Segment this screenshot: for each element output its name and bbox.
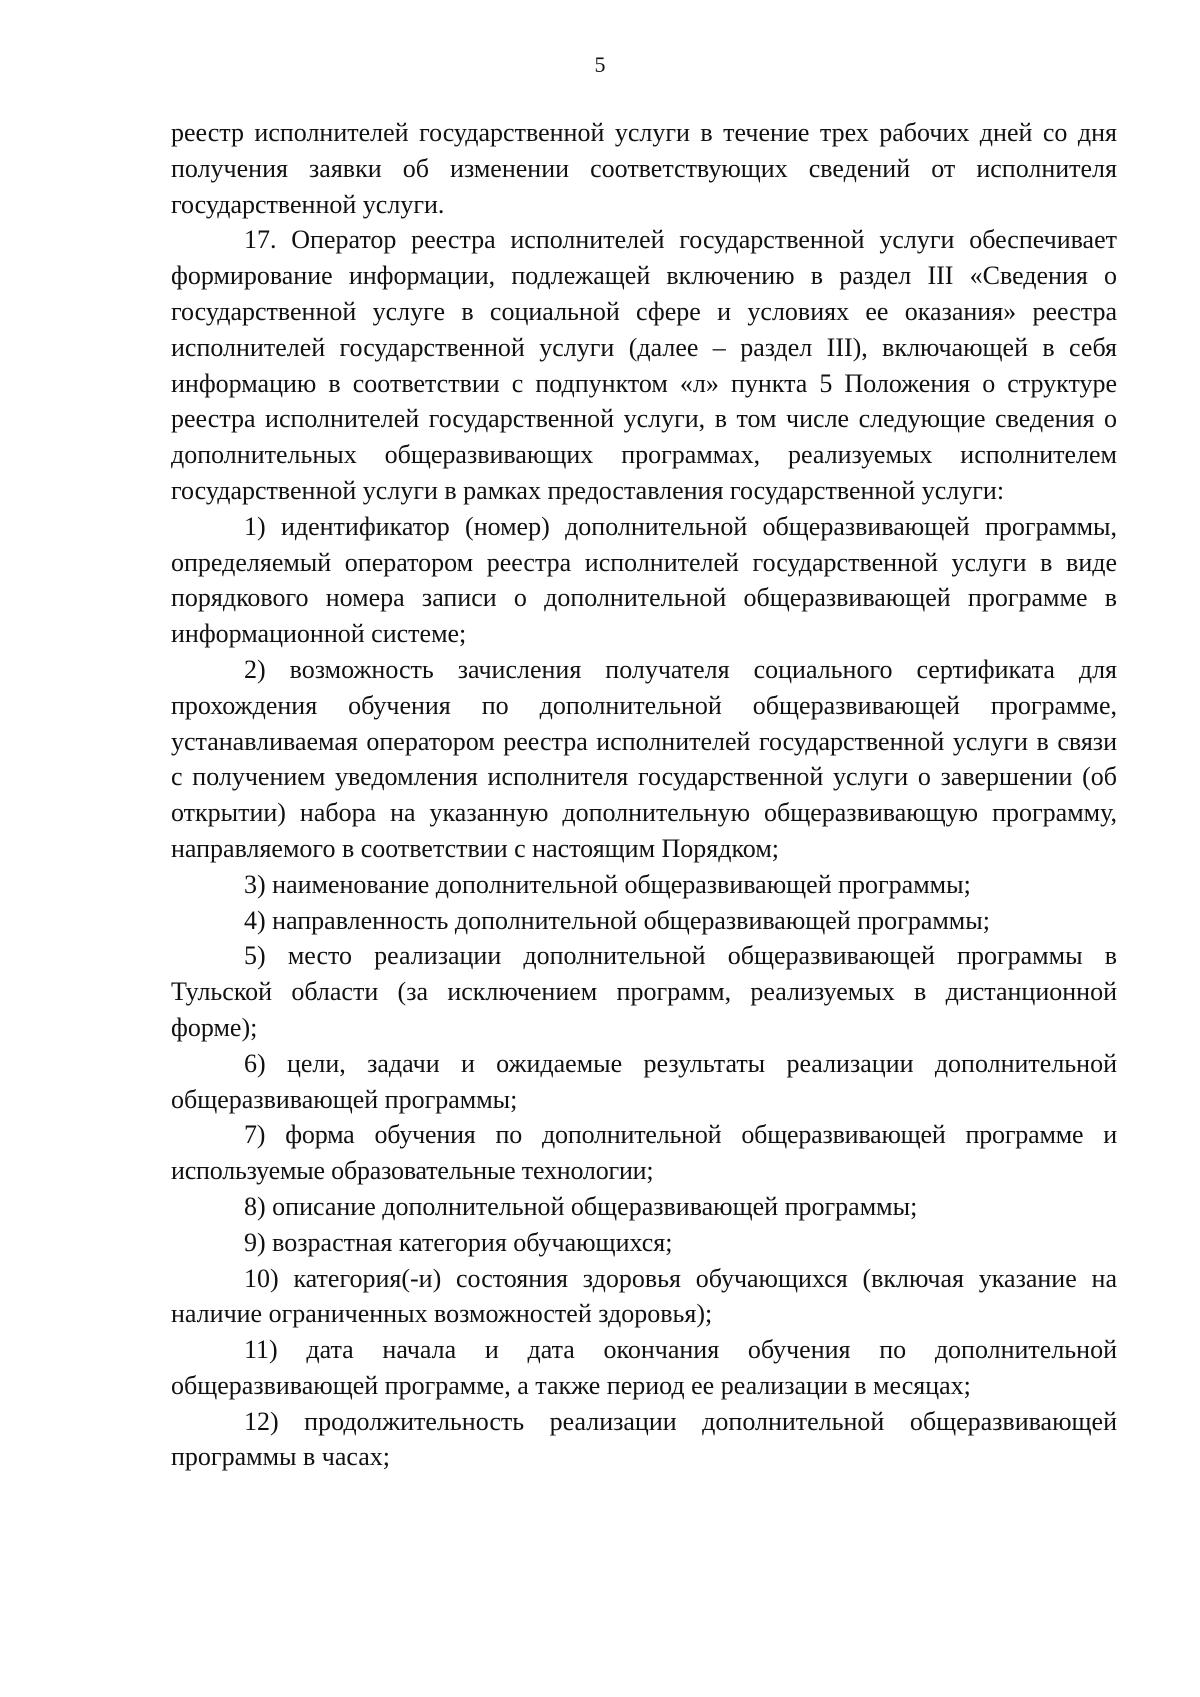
list-item-9: 9) возрастная категория обучающихся;	[244, 1227, 673, 1257]
paragraph-item-17: 17. Оператор реестра исполнителей государственной услуги обеспечивает формирование информации, подлежащей включению в раздел III «Сведения о государственной услуге в социальной сфере и условиях ее оказания» реестра исполнителей государственной услуги (далее – раздел III), включающей в себя информацию в соответствии с подпунктом «л» пункта 5 Положения о структуре реестра исполнителей государственной услуги, в том числе следующие сведения о дополнительных общеразвивающих программах, реализуемых исполнителем государственной услуги в рамках предоставления государственной услуги:	[171, 225, 1117, 505]
list-item-7: 7) форма обучения по дополнительной общеразвивающей программе и используемые образовательные технологии;	[171, 1120, 1117, 1186]
document-body	[171, 115, 1117, 1475]
list-item-2: 2) возможность зачисления получателя социального сертификата для прохождения обучения по дополнительной общеразвивающей программе, устанавливаемая оператором реестра исполнителей государственной услуги в связи с получением уведомления исполнителя государственной услуги о завершении (об открытии) набора на указанную дополнительную общеразвивающую программу, направляемого в соответствии с настоящим Порядком;	[171, 654, 1117, 863]
paragraph-continuation: реестр исполнителей государственной услуги в течение трех рабочих дней со дня получения заявки об изменении соответствующих сведений от исполнителя государственной услуги.	[171, 118, 1117, 219]
list-item-10: 10) категория(-и) состояния здоровья обучающихся (включая указание на наличие ограниченных возможностей здоровья);	[171, 1263, 1117, 1329]
list-item-12: 12) продолжительность реализации дополнительной общеразвивающей программы в часах;	[171, 1406, 1117, 1472]
list-item-3: 3) наименование дополнительной общеразвивающей программы;	[244, 869, 971, 899]
list-item-8: 8) описание дополнительной общеразвивающей программы;	[244, 1191, 918, 1221]
page-number: 5	[594, 52, 606, 77]
list-item-5: 5) место реализации дополнительной общеразвивающей программы в Тульской области (за исключением программ, реализуемых в дистанционной форме);	[171, 941, 1117, 1042]
list-item-1: 1) идентификатор (номер) дополнительной общеразвивающей программы, определяемый оператором реестра исполнителей государственной услуги в виде порядкового номера записи о дополнительной общеразвивающей программе в информационной системе;	[171, 511, 1117, 649]
list-item-11: 11) дата начала и дата окончания обучения по дополнительной общеразвивающей программе, а также период ее реализации в месяцах;	[171, 1335, 1117, 1400]
list-item-6: 6) цели, задачи и ожидаемые результаты реализации дополнительной общеразвивающей программы;	[171, 1048, 1117, 1114]
list-item-4: 4) направленность дополнительной общеразвивающей программы;	[244, 905, 990, 935]
